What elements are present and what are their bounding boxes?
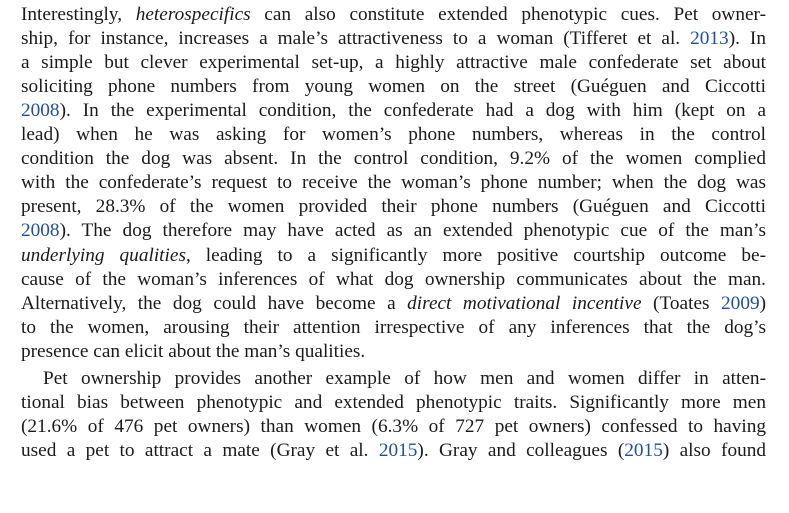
text-run: Pet ownership provides another example of how men and women differ in atten- (43, 367, 766, 389)
italic-text: direct motivational incentive (407, 292, 642, 314)
text-line (21, 27, 766, 51)
text-line (21, 99, 766, 123)
text-run: ). In (728, 28, 766, 50)
text-line (21, 219, 766, 243)
text-run: with the confederate’s request to receive the woman’s phone number; when the dog was (21, 172, 766, 194)
text-run: ) also found (662, 439, 767, 461)
text-line (43, 367, 766, 391)
text-run: condition the dog was absent. In the control condition, 9.2% of the women complied (21, 148, 766, 170)
citation-year-link[interactable]: 2013 (690, 28, 729, 50)
text-run: , leading to a significantly more positive courtship outcome be- (185, 244, 766, 266)
text-line (21, 391, 766, 415)
text-run: (21.6% of 476 pet owners) than women (6.3% of 727 pet owners) confessed to having (21, 415, 766, 437)
text-run: used a pet to attract a mate (Gray et al. (21, 439, 379, 461)
text-run: presence can elicit about the man’s qualities. (21, 340, 366, 362)
text-run: lead) when he was asking for women’s phone numbers, whereas in the control (21, 124, 766, 146)
citation-year-link[interactable]: 2008 (21, 100, 60, 122)
text-line (21, 316, 766, 340)
text-line (21, 439, 766, 463)
text-run: present, 28.3% of the women provided their phone numbers (Guéguen and Ciccotti (21, 196, 766, 218)
citation-year-link[interactable]: 2009 (721, 292, 760, 314)
text-line (21, 3, 766, 27)
text-run: Interestingly, (21, 4, 136, 25)
text-run: ). The dog therefore may have acted as an extended phenotypic cue of the man’s (59, 220, 766, 242)
italic-text: heterospecifics (135, 4, 251, 25)
text-run: Alternatively, the dog could have become a (21, 292, 408, 314)
text-run: to the women, arousing their attention irrespective of any inferences that the dog’s (21, 316, 766, 338)
text-run: cause of the woman’s inferences of what dog ownership communicates about the man. (21, 268, 766, 290)
text-line (21, 171, 766, 195)
citation-year-link[interactable]: 2008 (21, 220, 60, 242)
text-run: ). Gray and colleagues ( (417, 439, 625, 461)
text-line (21, 147, 766, 171)
text-line (21, 340, 766, 364)
text-run: ). In the experimental condition, the confederate had a dog with him (kept on a (59, 100, 766, 122)
text-run: soliciting phone numbers from young women on the street (Guéguen and Ciccotti (21, 76, 766, 98)
text-line (21, 51, 766, 75)
text-run: (Toates (641, 292, 722, 314)
text-line (21, 268, 766, 292)
text-line (21, 292, 766, 316)
text-line (21, 244, 766, 268)
text-run: a simple but clever experimental set-up, a highly attractive male confederate set about (21, 52, 766, 74)
text-line (21, 75, 766, 99)
text-run: can also constitute extended phenotypic cues. Pet owner- (250, 4, 766, 25)
text-line (21, 195, 766, 219)
italic-text: underlying qualities (21, 244, 186, 266)
citation-year-link[interactable]: 2015 (624, 439, 663, 461)
text-line (21, 415, 766, 439)
citation-year-link[interactable]: 2015 (378, 439, 418, 461)
text-run: ship, for instance, increases a male’s attractiveness to a woman (Tifferet et al. (21, 28, 691, 50)
text-run: tional bias between phenotypic and extended phenotypic traits. Significantly more men (21, 391, 766, 413)
text-run: ) (759, 292, 767, 314)
text-line (21, 123, 766, 147)
